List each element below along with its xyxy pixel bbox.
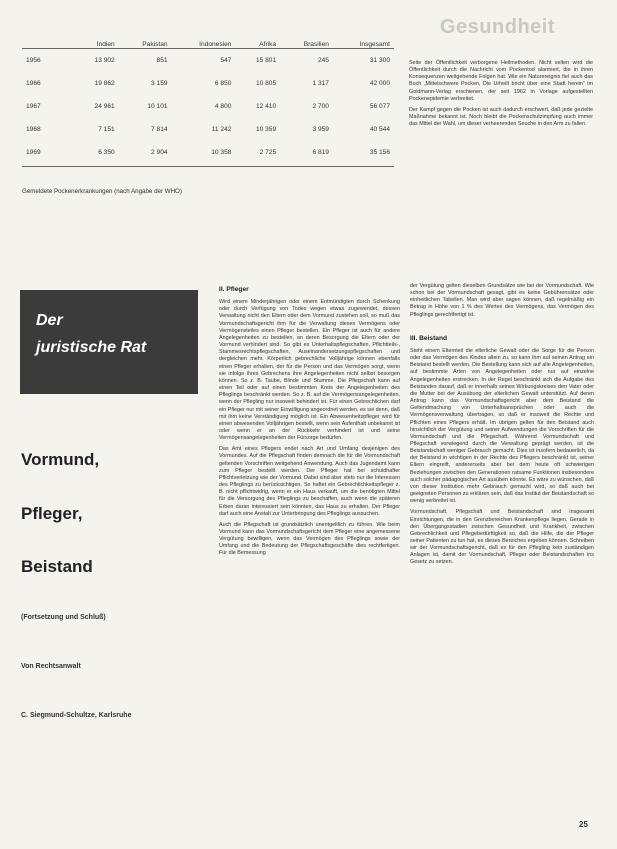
table-bottom-rule [22, 166, 394, 167]
article-column-2 [219, 286, 400, 562]
paragraph: Steht einem Elternteil die elterliche Gewalt oder die Sorge für die Person oder das Vermögen des Kindes allein zu, so kann ihm auf seinen Antrag ein Beistand bestellt werden. Die Bestellung kann sich auf alle Angelegenheiten, auf bestimmte Arten von Angelegenheiten oder nur auf einzelne Angelegenheiten erstrecken. In der Regel beschränkt sich die Aufgabe des Beistandes darauf, daß er innerhalb seines Wirkungskreises den Vater oder die Mutter bei der Ausübung der elterlichen Gewalt unterstützt. Auf deren Antrag kann das Vormundschaftsgericht aber dem Beistand die Geltendmachung von Unterhaltsansprüchen oder auch die Vermögensverwaltung übertragen, so daß er insoweit die Rechte und Pflichten eines Pflegers erhält. Im übrigen gelten für den Beistand auch hinsichtlich der Vergütung und seiner Aufwendungen die Vorschriften für die Vormundschaft und die Pflegschaft. Während Vormundschaft und Pflegschaft vorwiegend durch die Verwaltung geprägt werden, ist die Beistandschaft weniger Gebrauch gemacht. Dies ist insofern bedauerlich, da der Beistand in wichtigen in der Rechte des Pflegers beschränkt ist, seiner Eltern eingreift, andererseits aber bei dem heute oft schwierigen Beziehungen zwischen den Generationen ratsame Funktionen insbesondere auch solcher pädagogischer Art ausüben könnte. Es wäre zu wünschen, daß von dieser Institution mehr Gebrauch gemacht wird, so daß auch bei geeigneten Personen zu erklären sein, daß das Institut der Beistandschaft so wenig verbreitet ist. [410, 347, 594, 505]
rubric-title-line1: Der [36, 312, 63, 329]
table-caption: Gemeldete Pockenerkrankungen (nach Angabe der WHO) [22, 188, 182, 195]
table-header-row [22, 28, 394, 49]
table-row [22, 72, 394, 95]
author-line2: C. Siegmund-Schultze, Karlsruhe [21, 712, 132, 719]
table-row [22, 141, 394, 164]
table-cell: 1 317 [312, 80, 329, 87]
table-cell: 10 359 [255, 126, 277, 133]
rubric-title-line2: juristische Rat [36, 339, 147, 356]
table-row [22, 118, 394, 141]
table-cell: 12 410 [255, 103, 277, 110]
top-right-column [409, 60, 593, 132]
table-header-cell: Afrika [259, 41, 277, 48]
table-header-cell [22, 28, 74, 49]
section-heading-gesundheit: Gesundheit [440, 16, 556, 38]
paragraph: Vormundschaft, Pflegschaft und Beistandschaft sind insgesamt Einrichtungen, die in den Grenzbereichen Krankenpflege liegen. Gerade in den Übergangsstadien zwischen Gesundheit und Krankheit, zwischen Gebrechlichkeit und Pflegebedürftigkeit so, daß die Hilfe, die der Pfleger seiner Patienten zu tun hat, es dieses Bereiches ergeben können. Schreiben wir der Vormundschaftsgericht, daß es für den Pflegling kein zuständigen Anlagen ist, damit der Vormundschaft, Pfleger oder Beistandschaften ins Gesetz zu setzen. [410, 509, 594, 566]
table-cell: 1966 [26, 80, 41, 87]
table-cell: 1956 [26, 57, 41, 64]
table-cell: 31 300 [369, 57, 390, 64]
section-heading-beistand: III. Beistand [410, 334, 448, 342]
table-cell: 3 959 [312, 126, 329, 133]
table-cell: 6 850 [214, 80, 232, 87]
paragraph: der Vergütung gelten dieselben Grundsätze wie bei der Vormundschaft. Wie schon bei der Vormundschaft gesagt, gibt es keine Gebührensätze oder einheitlichen Tabellen. Man wird aber sagen können, daß regelmäßig ein Betrag in Höhe von 1 % des Wertes des Vermögens, das Vermögen des Pfleglings gerechtfertigt ist. [410, 283, 594, 318]
article-title-word3: Beistand [21, 557, 93, 576]
statistics-table-block [22, 28, 402, 167]
table-cell: 1967 [26, 103, 41, 110]
table-cell: 10 805 [255, 80, 277, 87]
table-header-cell: Pakistan [142, 41, 168, 48]
table-cell: 35 156 [369, 149, 390, 156]
table-cell: 2 725 [259, 149, 277, 156]
article-title-word2: Pfleger, [21, 504, 83, 523]
table-cell: 40 544 [369, 126, 390, 133]
table-cell: 6 350 [98, 149, 115, 156]
table-cell: 24 961 [94, 103, 115, 110]
section-heading-pfleger: II. Pfleger [219, 286, 249, 293]
table-cell: 1969 [26, 149, 41, 156]
table-header-cell: Insgesamt [359, 41, 390, 48]
table-cell: 19 862 [94, 80, 115, 87]
table-header-cell: Indien [96, 41, 115, 48]
table-cell: 13 902 [94, 57, 115, 64]
table-cell: 56 077 [369, 103, 390, 110]
table-cell: 11 242 [211, 126, 232, 133]
article-title-word1: Vormund, [21, 450, 100, 469]
author-line1: Von Rechtsanwalt [21, 663, 81, 670]
statistics-table [22, 28, 394, 164]
paragraph: Auch die Pflegschaft ist grundsätzlich unentgeltlich zu führen. Wie beim Vormund kann das Vormundschaftsgericht dem Pfleger eine angemessene Vergütung bewilligen, wenn das Vermögen des Pfleglings sowie der Umfang und die Bedeutung der Pflegschaftsgeschäfte dies rechtfertigen. Für die Bemessung [219, 521, 400, 557]
paragraph: Der Kampf gegen die Pocken ist auch dadurch erschwert, daß jede gezielte Maßnahme bekannt ist. Noch bleibt die Pockenschutzimpfung auch immer das Mittel der Wahl, um dieser verheerenden Seuche in den Arm zu fallen. [409, 106, 593, 128]
table-cell: 851 [156, 57, 168, 64]
table-header-cell: Indonesien [199, 41, 232, 48]
table-cell: 6 819 [312, 149, 329, 156]
table-cell: 10 101 [147, 103, 168, 110]
paragraph: Seite der Öffentlichkeit verborgene Heilmethoden. Nicht selten wird die Öffentlichkeit durch die Nachricht vom Pockentod alarmiert, die in ihren Konsequenzen weitgehende Folgen hat. Wie ein Naturereignis fiel auch das Buch „Mittelschwere Pocken, Die Urheilt bricht über eine Stadt herein” im Goldmann-Verlag erschienen, der seit 1962 in Vorlage aufgestellten Pockenepidemie verbreitet. [409, 60, 593, 102]
table-cell: 42 000 [369, 80, 390, 87]
table-cell: 15 801 [255, 57, 277, 64]
table-cell: 2 700 [312, 103, 329, 110]
table-cell: 7 151 [98, 126, 115, 133]
table-header-cell: Brasilien [303, 41, 329, 48]
table-cell: 7 814 [151, 126, 168, 133]
table-row [22, 95, 394, 118]
article-column-3 [410, 283, 594, 571]
table-cell: 10 358 [211, 149, 232, 156]
rubric-box [20, 290, 198, 394]
table-cell: 3 159 [151, 80, 168, 87]
page-number: 25 [579, 820, 588, 829]
table-row [22, 49, 394, 73]
paragraph: Das Amt eines Pflegers endet nach Art und Umfang desjenigen des Vormundes. Auf die Pflegschaft finden demnach die für die Vormundschaft geltenden Vorschriften weitgehend Anwendung. Auch das Jugendamt kann zum Pfleger bestellt werden. Der Pfleger hat bei schuldhafter Pflichtverletzung wie der Vormund. Dabei sind aber stets nur die Interessen des Pfleglings zu berücksichtigen. So haftet ein Gebrechlichkeitspfleger z. B. nicht pflichtwidrig, wenn er ein Haus verkauft, um die benötigten Mittel für die Versorgung des Pfleglings zu beschaffen, auch wenn die späteren Erben daran interessiert sein könnten, das Haus zu erhalten. Der Pfleger darf auch eine Anstalt zur Unterbringung des Pfleglings aussuchen. [219, 446, 400, 517]
table-cell: 547 [220, 57, 232, 64]
article-subtitle: (Fortsetzung und Schluß) [21, 614, 106, 621]
paragraph: Wird einem Minderjährigen oder einem Entmündigten durch Schenkung oder durch Verfügung von Todes wegen etwas zugewendet, dessen Verwaltung nicht den Eltern oder dem Vormund zustehen soll, so muß das Vormundschaftsgericht ihm für die Verwaltung dieses Vermögens oder Vermögensteiles einen Pfleger bestellen. Ein Pfleger ist auch für andere Angelegenheiten zu bestellen, an deren Besorgung die Eltern oder der Vormund verhindert sind. So gibt es Unterhaltspflegschaften, Pflichtteils-, Stammesrechtspflegschaften, Auseinandersetzungspflegschaften und dergleichen mehr. Körperlich gebrechliche Volljährige können ebenfalls einen Pfleger erhalten, der für die Person und das Vermögen sorgt, wenn sie infolge ihres Gebrechens ihre Angelegenheiten nicht selbst besorgen können. So z. B. Taube, Blinde und Stumme. Die Pflegschaft kann auf einen Teil oder auf einen bestimmten Kreis der Angelegenheiten des Pfleglings beschränkt werden. So z. B. auf die Vermögensangelegenheiten, wenn der Pflegling nur insoweit behindert ist. Für einen Gebrechlichen darf ein Pfleger nur mit seiner Einwilligung angeordnet werden, es sei denn, daß mit ihm keine Verständigung möglich ist. Ein Abwesenheitspfleger wird für einen abwesenden Volljährigen bestellt, wenn sein Aufenthalt unbekannt ist oder wenn er an der Rückkehr verhindert ist und seine Vermögensangelegenheiten der Fürsorge bedürfen. [219, 299, 400, 442]
table-cell: 4 800 [214, 103, 232, 110]
table-cell: 2 904 [151, 149, 168, 156]
table-cell: 245 [317, 57, 329, 64]
table-cell: 1968 [26, 126, 41, 133]
